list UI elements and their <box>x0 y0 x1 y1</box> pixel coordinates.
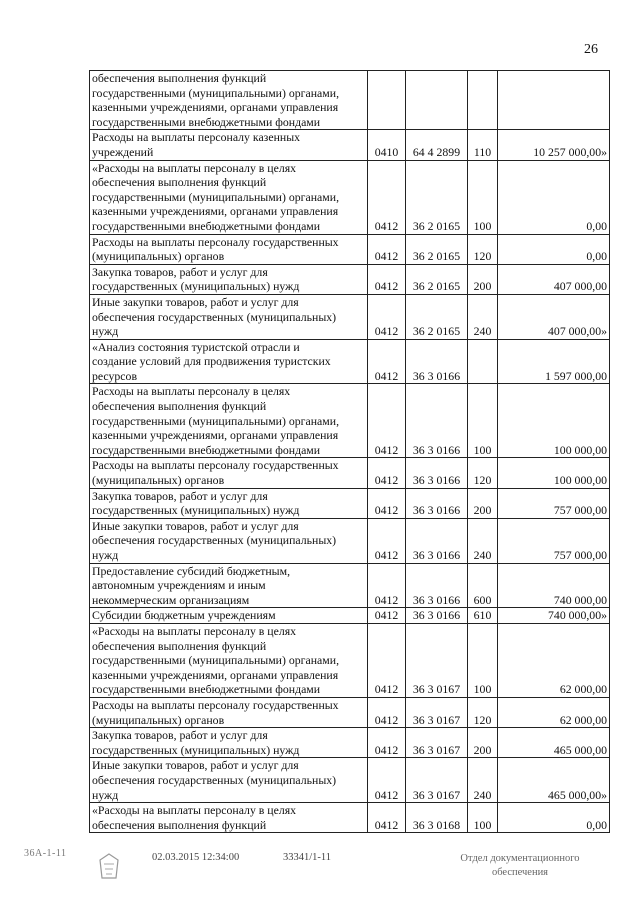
row-article-code: 36 2 0165 <box>406 234 468 264</box>
row-amount <box>498 71 610 130</box>
row-section-code: 0412 <box>368 758 406 803</box>
row-section-code: 0412 <box>368 294 406 339</box>
table-row <box>90 130 610 160</box>
row-amount: 757 000,00 <box>498 488 610 518</box>
row-amount: 10 257 000,00» <box>498 130 610 160</box>
row-name: Закупка товаров, работ и услуг для государственных (муниципальных) нужд <box>90 488 368 518</box>
row-article-code: 36 3 0167 <box>406 758 468 803</box>
row-article-code: 36 3 0167 <box>406 623 468 697</box>
row-name: Субсидии бюджетным учреждениям <box>90 608 368 624</box>
row-amount: 0,00 <box>498 803 610 833</box>
row-expense-type: 110 <box>468 130 498 160</box>
row-name: Закупка товаров, работ и услуг для государственных (муниципальных) нужд <box>90 264 368 294</box>
row-article-code: 36 3 0167 <box>406 697 468 727</box>
table-row <box>90 339 610 384</box>
table-row <box>90 488 610 518</box>
row-name: Иные закупки товаров, работ и услуг для обеспечения государственных (муниципальных) нужд <box>90 518 368 563</box>
row-expense-type: 600 <box>468 563 498 608</box>
scan-stamp-text: 36А-1-11 <box>24 848 67 859</box>
row-expense-type: 120 <box>468 697 498 727</box>
row-amount: 740 000,00» <box>498 608 610 624</box>
budget-table-body <box>90 71 610 833</box>
scan-stamp <box>24 848 122 888</box>
table-row <box>90 697 610 727</box>
table-row <box>90 71 610 130</box>
row-expense-type: 610 <box>468 608 498 624</box>
row-expense-type: 240 <box>468 518 498 563</box>
table-row <box>90 384 610 458</box>
row-expense-type <box>468 71 498 130</box>
row-name: Расходы на выплаты персоналу государственных (муниципальных) органов <box>90 234 368 264</box>
table-row <box>90 264 610 294</box>
row-section-code: 0412 <box>368 488 406 518</box>
row-expense-type: 100 <box>468 623 498 697</box>
table-row <box>90 608 610 624</box>
row-section-code: 0412 <box>368 803 406 833</box>
row-amount: 100 000,00 <box>498 458 610 488</box>
footer-department: Отдел документационного обеспечения <box>460 853 580 878</box>
row-section-code: 0412 <box>368 608 406 624</box>
row-section-code <box>368 71 406 130</box>
row-article-code: 36 3 0168 <box>406 803 468 833</box>
page-number: 26 <box>584 42 598 57</box>
row-section-code: 0410 <box>368 130 406 160</box>
row-amount: 0,00 <box>498 160 610 234</box>
row-name: «Расходы на выплаты персоналу в целях обеспечения выполнения функций государственными (муниципальными) органами, казенными учреждениями, органами управления государственными внебюджетными фондами <box>90 623 368 697</box>
row-section-code: 0412 <box>368 563 406 608</box>
row-expense-type: 200 <box>468 488 498 518</box>
row-expense-type: 120 <box>468 458 498 488</box>
row-section-code: 0412 <box>368 339 406 384</box>
row-article-code: 36 2 0165 <box>406 294 468 339</box>
row-amount: 740 000,00 <box>498 563 610 608</box>
row-section-code: 0412 <box>368 384 406 458</box>
row-expense-type: 120 <box>468 234 498 264</box>
row-article-code: 36 3 0166 <box>406 488 468 518</box>
row-article-code: 64 4 2899 <box>406 130 468 160</box>
row-section-code: 0412 <box>368 160 406 234</box>
row-article-code: 36 2 0165 <box>406 264 468 294</box>
row-article-code: 36 3 0167 <box>406 728 468 758</box>
row-name: Предоставление субсидий бюджетным, автономным учреждениям и иным некоммерческим организациям <box>90 563 368 608</box>
row-article-code: 36 2 0165 <box>406 160 468 234</box>
row-amount: 100 000,00 <box>498 384 610 458</box>
row-article-code: 36 3 0166 <box>406 339 468 384</box>
row-amount: 62 000,00 <box>498 697 610 727</box>
row-amount: 757 000,00 <box>498 518 610 563</box>
row-amount: 62 000,00 <box>498 623 610 697</box>
row-article-code: 36 3 0166 <box>406 518 468 563</box>
row-name: Иные закупки товаров, работ и услуг для обеспечения государственных (муниципальных) нужд <box>90 294 368 339</box>
row-section-code: 0412 <box>368 518 406 563</box>
row-name: Закупка товаров, работ и услуг для государственных (муниципальных) нужд <box>90 728 368 758</box>
row-amount: 407 000,00» <box>498 294 610 339</box>
row-article-code: 36 3 0166 <box>406 563 468 608</box>
table-row <box>90 234 610 264</box>
row-section-code: 0412 <box>368 458 406 488</box>
row-amount: 1 597 000,00 <box>498 339 610 384</box>
row-expense-type: 200 <box>468 264 498 294</box>
footer-doc-number: 33341/1-11 <box>283 852 332 863</box>
row-article-code: 36 3 0166 <box>406 384 468 458</box>
row-amount: 407 000,00 <box>498 264 610 294</box>
table-row <box>90 803 610 833</box>
row-section-code: 0412 <box>368 728 406 758</box>
row-expense-type: 200 <box>468 728 498 758</box>
table-row <box>90 758 610 803</box>
row-section-code: 0412 <box>368 264 406 294</box>
row-name: Расходы на выплаты персоналу государственных (муниципальных) органов <box>90 697 368 727</box>
row-expense-type: 100 <box>468 384 498 458</box>
emblem-icon <box>96 852 122 882</box>
row-article-code <box>406 71 468 130</box>
row-section-code: 0412 <box>368 623 406 697</box>
row-expense-type: 240 <box>468 758 498 803</box>
row-name: Расходы на выплаты персоналу в целях обеспечения выполнения функций государственными (муниципальными) органами, казенными учреждениями, органами управления государственными внебюджетными фондами <box>90 384 368 458</box>
row-article-code: 36 3 0166 <box>406 458 468 488</box>
row-name: «Расходы на выплаты персоналу в целях обеспечения выполнения функций <box>90 803 368 833</box>
row-name: Иные закупки товаров, работ и услуг для обеспечения государственных (муниципальных) нужд <box>90 758 368 803</box>
row-expense-type: 100 <box>468 160 498 234</box>
table-row <box>90 160 610 234</box>
row-amount: 465 000,00 <box>498 728 610 758</box>
row-name: обеспечения выполнения функций государственными (муниципальными) органами, казенными учреждениями, органами управления государственными внебюджетными фондами <box>90 71 368 130</box>
table-row <box>90 294 610 339</box>
table-row <box>90 728 610 758</box>
row-name: Расходы на выплаты персоналу казенных учреждений <box>90 130 368 160</box>
table-row <box>90 458 610 488</box>
table-row <box>90 518 610 563</box>
row-section-code: 0412 <box>368 697 406 727</box>
row-expense-type: 240 <box>468 294 498 339</box>
row-expense-type: 100 <box>468 803 498 833</box>
row-name: «Анализ состояния туристской отрасли и создание условий для продвижения туристских ресурсов <box>90 339 368 384</box>
budget-table <box>89 70 610 833</box>
row-section-code: 0412 <box>368 234 406 264</box>
table-row <box>90 623 610 697</box>
row-name: Расходы на выплаты персоналу государственных (муниципальных) органов <box>90 458 368 488</box>
footer-date: 02.03.2015 12:34:00 <box>152 852 240 863</box>
row-amount: 0,00 <box>498 234 610 264</box>
row-amount: 465 000,00» <box>498 758 610 803</box>
table-row <box>90 563 610 608</box>
row-name: «Расходы на выплаты персоналу в целях обеспечения выполнения функций государственными (муниципальными) органами, казенными учреждениями, органами управления государственными внебюджетными фондами <box>90 160 368 234</box>
row-expense-type <box>468 339 498 384</box>
row-article-code: 36 3 0166 <box>406 608 468 624</box>
